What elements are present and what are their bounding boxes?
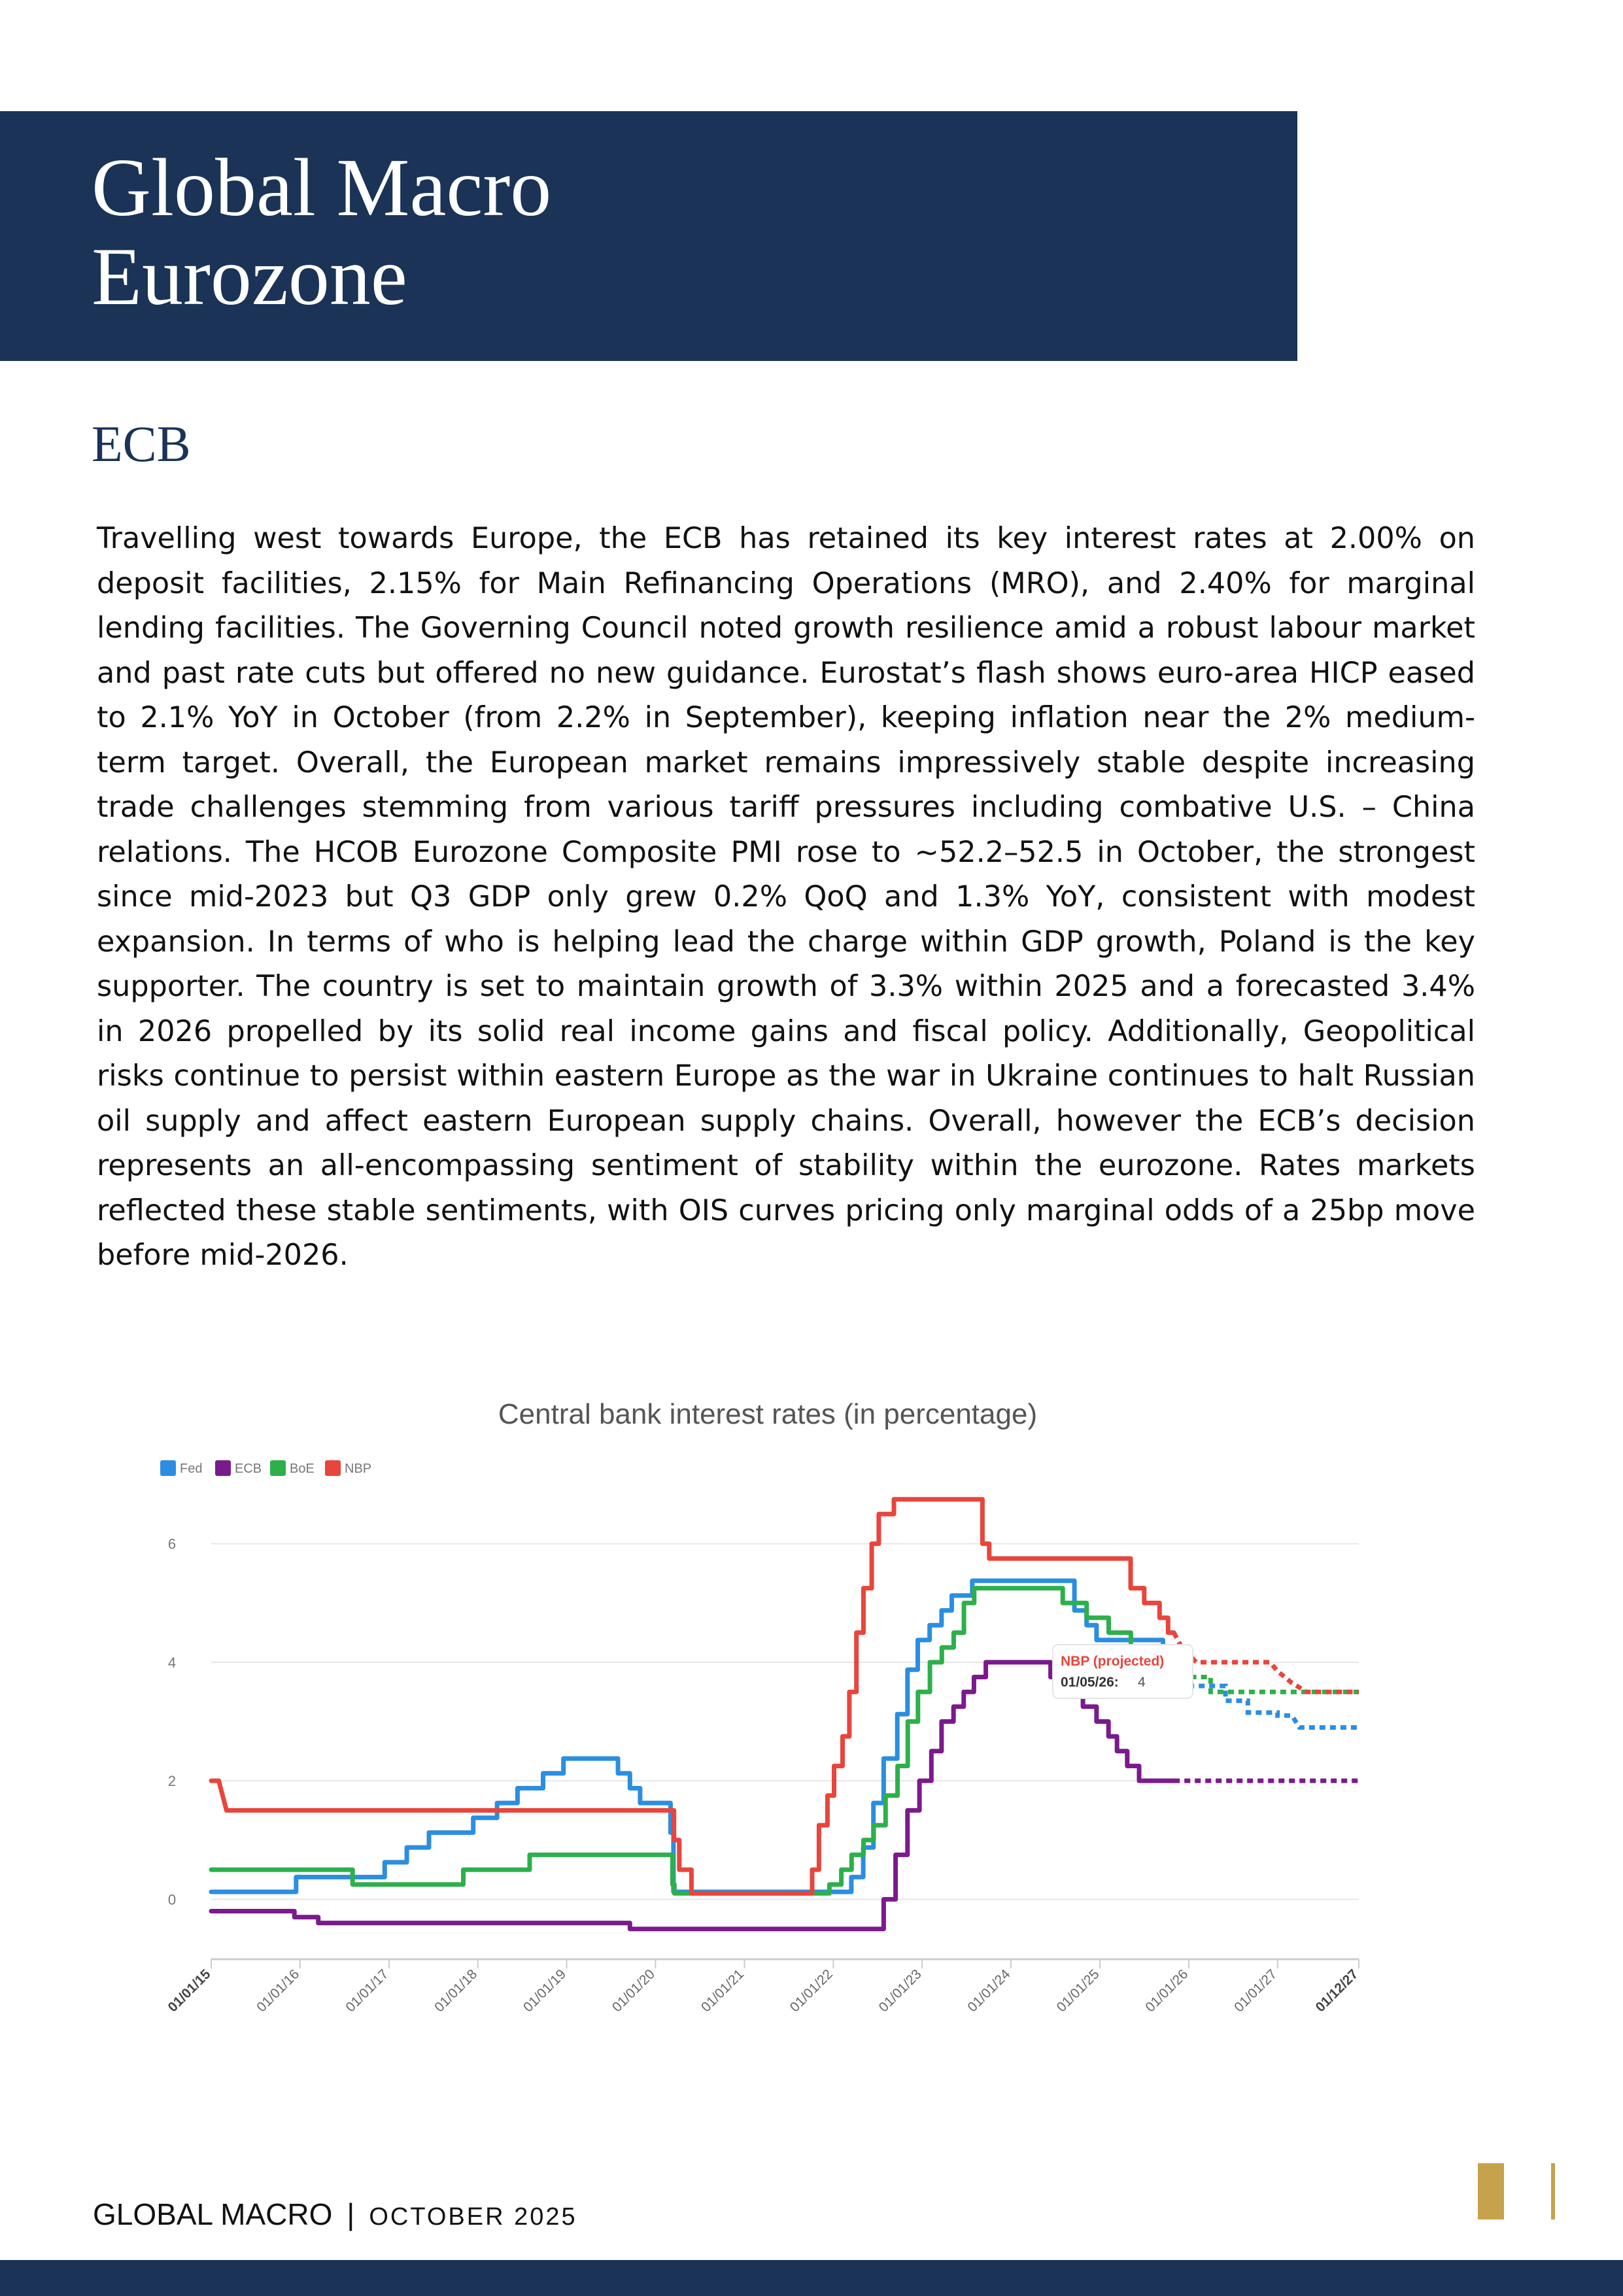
body-paragraph: Travelling west towards Europe, the ECB has retained its key interest rates at 2.00% on deposit facilities, 2.15% for Main Refinancing Operations (MRO), and 2.40% for marginal lending facilities. The Governing Council noted growth resilience amid a robust labour market and past rate cuts but offered no new guidance. Eurostat’s flash shows euro-area HICP eased to 2.1% YoY in October (from 2.2% in September), keeping inflation near the 2% medium-term target. Overall, the European market remains impressively stable despite increasing trade challenges stemming from various tariff pressures including combative U.S. – China relations. The HCOB Eurozone Composite PMI rose to ~52.2–52.5 in October, the strongest since mid-2023 but Q3 GDP only grew 0.2% QoQ and 1.3% YoY, consistent with modest expansion. In terms of who is helping lead the charge within GDP growth, Poland is the key supporter. The country is set to maintain growth of 3.3% within 2025 and a forecasted 3.4% in 2026 propelled by its solid real income gains and fiscal policy. Additionally, Geopolitical risks continue to persist within eastern Europe as the war in Ukraine continues to halt Russian oil supply and affect eastern European supply chains. Overall, however the ECB’s decision represents an all-encompassing sentiment of stability within the eurozone. Rates markets reflected these stable sentiments, with OIS curves pricing only marginal odds of a 25bp move before mid-2026. <box>97 522 1475 1272</box>
legend-label-ecb: ECB <box>235 1462 262 1476</box>
page-title <box>92 144 551 322</box>
footer-publication: GLOBAL MACRO <box>93 2197 333 2231</box>
interest-rate-chart <box>144 1386 1399 2106</box>
x-tick-label: 01/01/21 <box>698 1966 747 2015</box>
x-tick-label: 01/01/16 <box>254 1966 303 2015</box>
y-tick-label: 6 <box>167 1535 177 1552</box>
x-tick-label: 01/01/17 <box>343 1966 392 2015</box>
page-title-line-1: Global Macro <box>92 143 552 233</box>
x-tick-label: 01/01/18 <box>432 1966 481 2015</box>
x-tick-label: 01/01/22 <box>787 1966 836 2015</box>
x-tick-label: 01/01/26 <box>1142 1966 1191 2015</box>
tooltip-box <box>1053 1645 1193 1698</box>
footer-bar <box>0 2260 1623 2296</box>
legend-swatch-nbp <box>325 1460 341 1476</box>
page-title-line-2: Eurozone <box>92 231 407 322</box>
tooltip-date: 01/05/26: <box>1061 1675 1119 1690</box>
y-tick-label: 2 <box>167 1773 177 1790</box>
legend-label-fed: Fed <box>180 1462 203 1476</box>
x-tick-label: 01/01/27 <box>1231 1966 1280 2015</box>
x-tick-label: 01/01/20 <box>609 1966 658 2015</box>
gold-accent-block <box>1478 2163 1504 2219</box>
y-tick-label: 4 <box>167 1654 177 1671</box>
x-tick-label: 01/01/25 <box>1053 1966 1102 2015</box>
x-tick-label: 01/12/27 <box>1312 1966 1361 2015</box>
x-tick-label: 01/01/15 <box>165 1966 214 2015</box>
legend-label-boe: BoE <box>290 1462 315 1476</box>
footer-label <box>93 2196 577 2235</box>
x-tick-label: 01/01/24 <box>965 1966 1014 2015</box>
tooltip-series: NBP (projected) <box>1061 1654 1165 1669</box>
y-tick-label: 0 <box>167 1891 177 1908</box>
x-tick-label: 01/01/19 <box>521 1966 570 2015</box>
series-line-boe <box>211 1588 1174 1894</box>
chart-title: Central bank interest rates (in percentage) <box>498 1398 1038 1430</box>
gold-accent-line <box>1551 2163 1555 2219</box>
footer-date: OCTOBER 2025 <box>369 2203 577 2231</box>
section-heading: ECB <box>92 415 191 472</box>
tooltip-value: 4 <box>1138 1675 1146 1690</box>
series-line-nbp <box>211 1499 1174 1894</box>
series-line-fed <box>211 1581 1173 1892</box>
legend-swatch-fed <box>160 1460 176 1476</box>
legend-label-nbp: NBP <box>345 1462 372 1476</box>
x-tick-label: 01/01/23 <box>876 1966 925 2015</box>
legend-swatch-ecb <box>215 1460 231 1476</box>
footer-separator: | <box>347 2197 355 2231</box>
legend-swatch-boe <box>270 1460 286 1476</box>
